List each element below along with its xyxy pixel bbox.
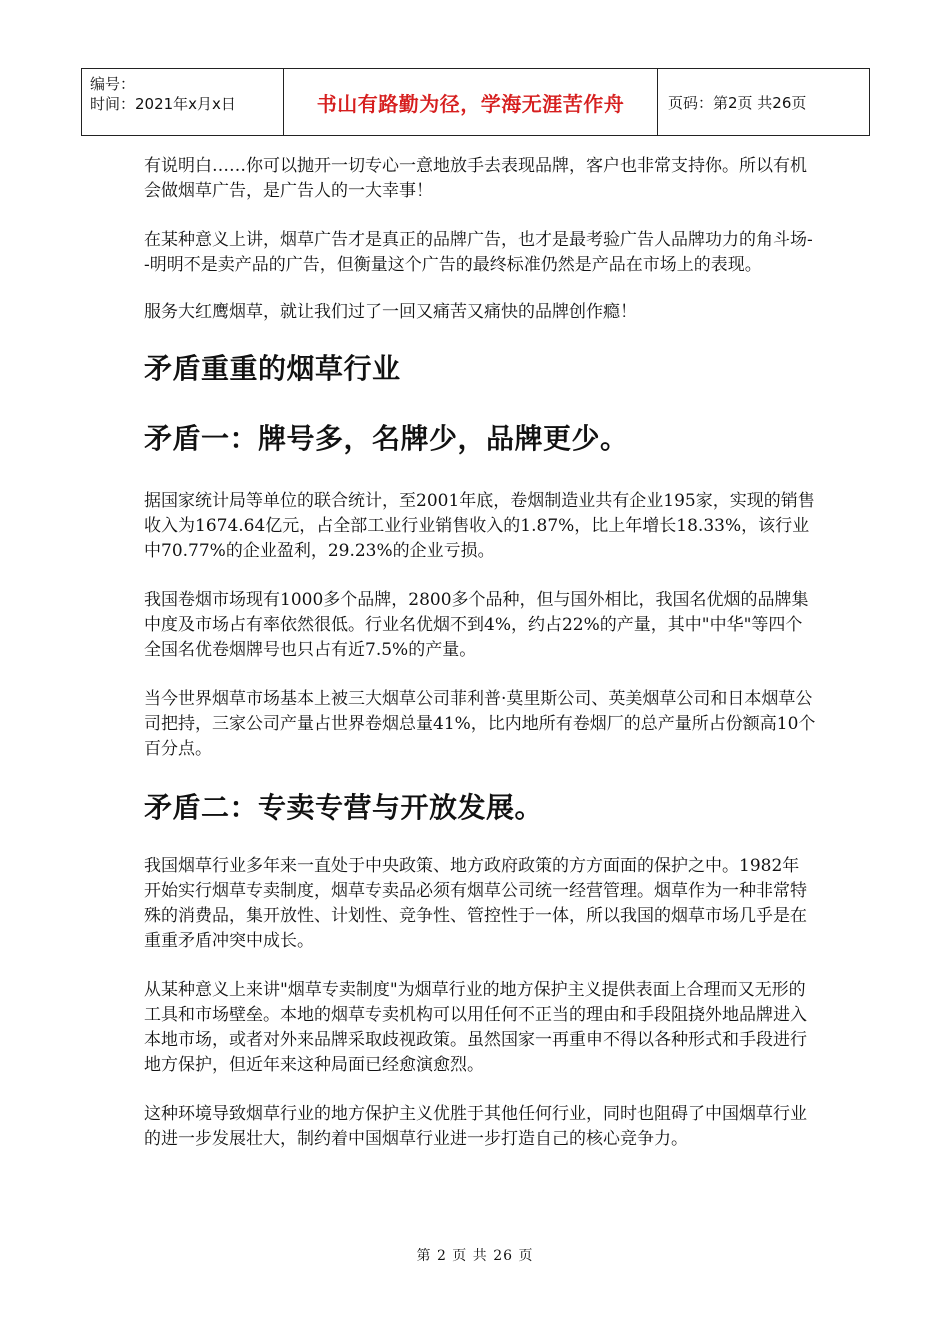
- document-date-label: 时间：2021年x月x日: [90, 95, 236, 113]
- header-table: [81, 68, 870, 136]
- paragraph: 有说明白……你可以抛开一切专心一意地放手去表现品牌，客户也非常支持你。所以有机会做烟草广告，是广告人的一大幸事！: [144, 156, 807, 201]
- subsection-heading: 矛盾二：专卖专营与开放发展。: [144, 791, 544, 824]
- header-motto: 书山有路勤为径，学海无涯苦作舟: [283, 69, 657, 135]
- paragraph: 从某种意义上来讲"烟草专卖制度"为烟草行业的地方保护主义提供表面上合理而又无形的工具和市场壁垒。本地的烟草专卖机构可以用任何不正当的理由和手段阻挠外地品牌进入本地市场，或者对外来品牌采取歧视政策。虽然国家一再重申不得以各种形式和手段进行地方保护，但近年来这种局面已经愈演愈烈。: [144, 980, 807, 1075]
- document-number-label: 编号：: [90, 75, 136, 93]
- paragraph: 我国烟草行业多年来一直处于中央政策、地方政府政策的方方面面的保护之中。1982年开始实行烟草专卖制度，烟草专卖品必须有烟草公司统一经营管理。烟草作为一种非常特殊的消费品，集开放性、计划性、竞争性、管控性于一体，所以我国的烟草市场几乎是在重重矛盾冲突中成长。: [144, 856, 807, 951]
- paragraph: 服务大红鹰烟草，就让我们过了一回又痛苦又痛快的品牌创作瘾！: [144, 302, 637, 322]
- paragraph: 当今世界烟草市场基本上被三大烟草公司菲利普·莫里斯公司、英美烟草公司和日本烟草公司把持，三家公司产量占世界卷烟总量41%，比内地所有卷烟厂的总产量所占份额高10个百分点。: [144, 689, 816, 759]
- paragraph: 在某种意义上讲，烟草广告才是真正的品牌广告，也才是最考验广告人品牌功力的角斗场--明明不是卖产品的广告，但衡量这个广告的最终标准仍然是产品在市场上的表现。: [144, 230, 813, 275]
- section-heading: 矛盾重重的烟草行业: [144, 352, 401, 385]
- paragraph: 据国家统计局等单位的联合统计，至2001年底，卷烟制造业共有企业195家，实现的销售收入为1674.64亿元，占全部工业行业销售收入的1.87%，比上年增长18.33%，该行业中70.77%的企业盈利，29.23%的企业亏损。: [144, 491, 815, 561]
- paragraph: 这种环境导致烟草行业的地方保护主义优胜于其他任何行业，同时也阻碍了中国烟草行业的进一步发展壮大，制约着中国烟草行业进一步打造自己的核心竞争力。: [144, 1104, 807, 1149]
- page-footer: 第 2 页 共 26 页: [416, 1248, 534, 1264]
- paragraph: 我国卷烟市场现有1000多个品牌，2800多个品种，但与国外相比，我国名优烟的品牌集中度及市场占有率依然很低。行业名优烟不到4%，约占22%的产量，其中"中华"等四个全国名优卷烟牌号也只占有近7.5%的产量。: [144, 590, 809, 660]
- document-body: [144, 154, 816, 1152]
- header-page-number: 页码：第2页 共26页: [657, 69, 869, 135]
- header-meta-cell: [82, 69, 283, 135]
- subsection-heading: 矛盾一：牌号多，名牌少，品牌更少。: [144, 422, 629, 455]
